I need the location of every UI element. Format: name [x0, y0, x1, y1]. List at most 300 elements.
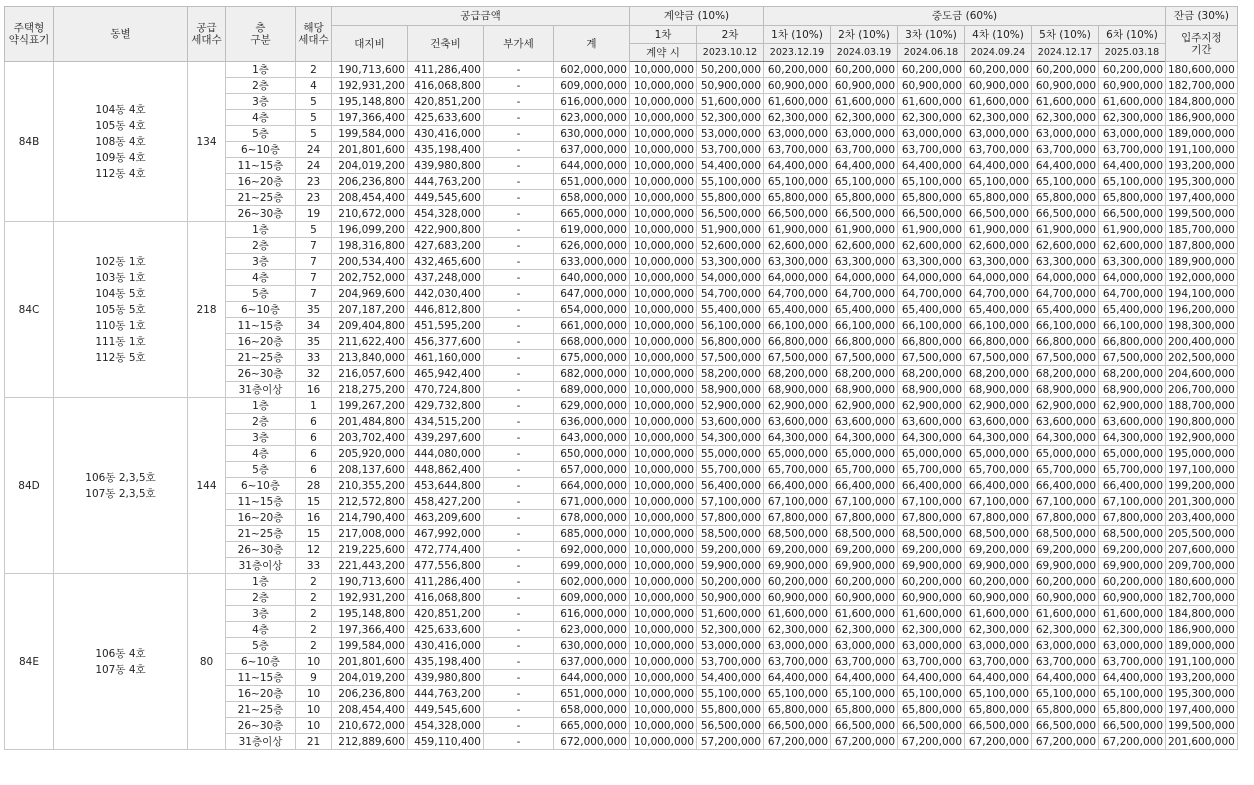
middle-3-cell: 68,200,000 [898, 366, 965, 382]
floor-units-cell: 16 [296, 510, 332, 526]
contract-1-cell: 10,000,000 [630, 126, 697, 142]
middle-6-cell: 64,000,000 [1099, 270, 1166, 286]
contract-2-cell: 50,900,000 [697, 78, 764, 94]
middle-3-cell: 63,000,000 [898, 126, 965, 142]
floor-cell: 5층 [226, 638, 296, 654]
middle-3-cell: 61,600,000 [898, 606, 965, 622]
middle-2-cell: 64,000,000 [831, 270, 898, 286]
total-cell: 689,000,000 [554, 382, 630, 398]
middle-5-cell: 66,500,000 [1032, 718, 1099, 734]
middle-2-cell: 62,300,000 [831, 110, 898, 126]
floor-units-cell: 10 [296, 702, 332, 718]
middle-4-cell: 64,700,000 [965, 286, 1032, 302]
building-cell: 420,851,200 [408, 94, 484, 110]
floor-cell: 5층 [226, 286, 296, 302]
middle-3-cell: 68,500,000 [898, 526, 965, 542]
building-cell: 451,595,200 [408, 318, 484, 334]
floor-units-cell: 5 [296, 94, 332, 110]
contract-1-cell: 10,000,000 [630, 62, 697, 78]
middle-1-cell: 69,200,000 [764, 542, 831, 558]
supply-units-cell: 80 [188, 574, 226, 750]
contract-1-cell: 10,000,000 [630, 606, 697, 622]
floor-units-cell: 6 [296, 462, 332, 478]
middle-6-cell: 61,900,000 [1099, 222, 1166, 238]
land-cell: 199,584,000 [332, 638, 408, 654]
middle-2-cell: 66,800,000 [831, 334, 898, 350]
floor-units-cell: 34 [296, 318, 332, 334]
middle-3-cell: 69,200,000 [898, 542, 965, 558]
total-cell: 633,000,000 [554, 254, 630, 270]
floor-units-cell: 7 [296, 238, 332, 254]
total-cell: 623,000,000 [554, 622, 630, 638]
middle-5-cell: 62,300,000 [1032, 622, 1099, 638]
floor-units-cell: 15 [296, 526, 332, 542]
middle-5-cell: 62,300,000 [1032, 110, 1099, 126]
vat-cell: - [484, 318, 554, 334]
middle-5-cell: 61,600,000 [1032, 94, 1099, 110]
contract-2-cell: 53,600,000 [697, 414, 764, 430]
middle-3-cell: 63,700,000 [898, 142, 965, 158]
middle-6-cell: 64,300,000 [1099, 430, 1166, 446]
middle-5-cell: 68,500,000 [1032, 526, 1099, 542]
middle-6-cell: 60,200,000 [1099, 574, 1166, 590]
land-cell: 206,236,800 [332, 686, 408, 702]
floor-cell: 21~25층 [226, 350, 296, 366]
header-supply-price: 공급금액 [332, 7, 630, 26]
building-cell: 434,515,200 [408, 414, 484, 430]
contract-1-cell: 10,000,000 [630, 78, 697, 94]
balance-cell: 188,700,000 [1166, 398, 1238, 414]
contract-2-cell: 50,200,000 [697, 62, 764, 78]
header-c1-date: 계약 시 [630, 44, 697, 62]
building-cell: 454,328,000 [408, 206, 484, 222]
header-m3-date: 2024.06.18 [898, 44, 965, 62]
vat-cell: - [484, 654, 554, 670]
contract-2-cell: 55,800,000 [697, 702, 764, 718]
contract-2-cell: 57,500,000 [697, 350, 764, 366]
balance-cell: 195,300,000 [1166, 686, 1238, 702]
land-cell: 216,057,600 [332, 366, 408, 382]
middle-1-cell: 60,900,000 [764, 590, 831, 606]
middle-2-cell: 66,400,000 [831, 478, 898, 494]
middle-4-cell: 63,600,000 [965, 414, 1032, 430]
total-cell: 637,000,000 [554, 654, 630, 670]
floor-cell: 26~30층 [226, 718, 296, 734]
total-cell: 644,000,000 [554, 158, 630, 174]
total-cell: 654,000,000 [554, 302, 630, 318]
floor-units-cell: 7 [296, 254, 332, 270]
balance-cell: 189,000,000 [1166, 126, 1238, 142]
floor-units-cell: 6 [296, 430, 332, 446]
floor-units-cell: 16 [296, 382, 332, 398]
header-land: 대지비 [332, 26, 408, 62]
middle-4-cell: 65,100,000 [965, 174, 1032, 190]
land-cell: 190,713,600 [332, 62, 408, 78]
vat-cell: - [484, 382, 554, 398]
contract-2-cell: 56,500,000 [697, 206, 764, 222]
middle-4-cell: 63,300,000 [965, 254, 1032, 270]
middle-4-cell: 66,500,000 [965, 718, 1032, 734]
middle-5-cell: 62,600,000 [1032, 238, 1099, 254]
contract-1-cell: 10,000,000 [630, 526, 697, 542]
middle-6-cell: 63,000,000 [1099, 638, 1166, 654]
header-contract: 계약금 (10%) [630, 7, 764, 26]
middle-1-cell: 60,900,000 [764, 78, 831, 94]
middle-1-cell: 60,200,000 [764, 62, 831, 78]
middle-4-cell: 67,800,000 [965, 510, 1032, 526]
balance-cell: 192,000,000 [1166, 270, 1238, 286]
middle-2-cell: 65,800,000 [831, 702, 898, 718]
land-cell: 208,454,400 [332, 702, 408, 718]
building-cell: 430,416,000 [408, 126, 484, 142]
middle-3-cell: 65,400,000 [898, 302, 965, 318]
contract-2-cell: 59,200,000 [697, 542, 764, 558]
middle-5-cell: 65,400,000 [1032, 302, 1099, 318]
land-cell: 204,019,200 [332, 158, 408, 174]
balance-cell: 191,100,000 [1166, 142, 1238, 158]
middle-1-cell: 65,800,000 [764, 702, 831, 718]
middle-2-cell: 66,500,000 [831, 718, 898, 734]
middle-5-cell: 65,000,000 [1032, 446, 1099, 462]
header-floor: 층 구분 [226, 7, 296, 62]
building-cell: 453,644,800 [408, 478, 484, 494]
floor-units-cell: 2 [296, 638, 332, 654]
middle-4-cell: 63,000,000 [965, 126, 1032, 142]
middle-1-cell: 62,600,000 [764, 238, 831, 254]
land-cell: 192,931,200 [332, 78, 408, 94]
floor-cell: 1층 [226, 574, 296, 590]
floor-units-cell: 24 [296, 158, 332, 174]
floor-cell: 4층 [226, 270, 296, 286]
land-cell: 209,404,800 [332, 318, 408, 334]
floor-cell: 11~15층 [226, 494, 296, 510]
middle-6-cell: 64,700,000 [1099, 286, 1166, 302]
floor-units-cell: 2 [296, 574, 332, 590]
balance-cell: 180,600,000 [1166, 574, 1238, 590]
floor-cell: 16~20층 [226, 334, 296, 350]
building-cell: 416,068,800 [408, 78, 484, 94]
land-cell: 204,969,600 [332, 286, 408, 302]
middle-1-cell: 66,400,000 [764, 478, 831, 494]
middle-5-cell: 65,800,000 [1032, 190, 1099, 206]
contract-2-cell: 55,000,000 [697, 446, 764, 462]
land-cell: 208,137,600 [332, 462, 408, 478]
vat-cell: - [484, 302, 554, 318]
floor-cell: 3층 [226, 254, 296, 270]
supply-units-cell: 218 [188, 222, 226, 398]
balance-cell: 180,600,000 [1166, 62, 1238, 78]
total-cell: 675,000,000 [554, 350, 630, 366]
middle-6-cell: 67,100,000 [1099, 494, 1166, 510]
middle-4-cell: 61,600,000 [965, 606, 1032, 622]
contract-1-cell: 10,000,000 [630, 142, 697, 158]
vat-cell: - [484, 494, 554, 510]
building-cell: 467,992,000 [408, 526, 484, 542]
building-cell: 465,942,400 [408, 366, 484, 382]
middle-4-cell: 63,000,000 [965, 638, 1032, 654]
land-cell: 208,454,400 [332, 190, 408, 206]
middle-4-cell: 63,700,000 [965, 142, 1032, 158]
middle-2-cell: 65,400,000 [831, 302, 898, 318]
contract-2-cell: 59,900,000 [697, 558, 764, 574]
middle-2-cell: 65,100,000 [831, 174, 898, 190]
contract-1-cell: 10,000,000 [630, 430, 697, 446]
middle-4-cell: 65,400,000 [965, 302, 1032, 318]
middle-2-cell: 65,800,000 [831, 190, 898, 206]
middle-3-cell: 63,700,000 [898, 654, 965, 670]
balance-cell: 199,500,000 [1166, 718, 1238, 734]
land-cell: 212,572,800 [332, 494, 408, 510]
land-cell: 212,889,600 [332, 734, 408, 750]
middle-1-cell: 65,100,000 [764, 174, 831, 190]
contract-2-cell: 57,100,000 [697, 494, 764, 510]
middle-2-cell: 68,200,000 [831, 366, 898, 382]
middle-3-cell: 66,500,000 [898, 718, 965, 734]
middle-5-cell: 65,100,000 [1032, 174, 1099, 190]
building-cell: 454,328,000 [408, 718, 484, 734]
land-cell: 214,790,400 [332, 510, 408, 526]
floor-cell: 5층 [226, 462, 296, 478]
total-cell: 644,000,000 [554, 670, 630, 686]
balance-cell: 205,500,000 [1166, 526, 1238, 542]
total-cell: 661,000,000 [554, 318, 630, 334]
middle-6-cell: 67,800,000 [1099, 510, 1166, 526]
total-cell: 658,000,000 [554, 702, 630, 718]
middle-2-cell: 60,200,000 [831, 62, 898, 78]
middle-4-cell: 62,600,000 [965, 238, 1032, 254]
balance-cell: 206,700,000 [1166, 382, 1238, 398]
total-cell: 692,000,000 [554, 542, 630, 558]
middle-1-cell: 68,900,000 [764, 382, 831, 398]
middle-2-cell: 63,000,000 [831, 126, 898, 142]
middle-2-cell: 65,700,000 [831, 462, 898, 478]
land-cell: 219,225,600 [332, 542, 408, 558]
floor-cell: 4층 [226, 110, 296, 126]
middle-4-cell: 67,500,000 [965, 350, 1032, 366]
table-row [5, 574, 1238, 590]
balance-cell: 192,900,000 [1166, 430, 1238, 446]
middle-5-cell: 63,300,000 [1032, 254, 1099, 270]
middle-5-cell: 67,800,000 [1032, 510, 1099, 526]
vat-cell: - [484, 638, 554, 654]
header-m3: 3차 (10%) [898, 26, 965, 44]
balance-cell: 189,900,000 [1166, 254, 1238, 270]
contract-1-cell: 10,000,000 [630, 590, 697, 606]
middle-6-cell: 66,500,000 [1099, 718, 1166, 734]
contract-1-cell: 10,000,000 [630, 654, 697, 670]
contract-2-cell: 50,900,000 [697, 590, 764, 606]
floor-units-cell: 19 [296, 206, 332, 222]
contract-2-cell: 51,600,000 [697, 94, 764, 110]
floor-cell: 31층이상 [226, 382, 296, 398]
header-m6-date: 2025.03.18 [1099, 44, 1166, 62]
building-cell: 439,980,800 [408, 670, 484, 686]
balance-cell: 198,300,000 [1166, 318, 1238, 334]
vat-cell: - [484, 542, 554, 558]
floor-units-cell: 15 [296, 494, 332, 510]
middle-2-cell: 67,100,000 [831, 494, 898, 510]
floor-cell: 26~30층 [226, 542, 296, 558]
floor-cell: 11~15층 [226, 158, 296, 174]
floor-units-cell: 23 [296, 174, 332, 190]
middle-5-cell: 63,700,000 [1032, 142, 1099, 158]
total-cell: 685,000,000 [554, 526, 630, 542]
supply-units-cell: 144 [188, 398, 226, 574]
balance-cell: 184,800,000 [1166, 94, 1238, 110]
total-cell: 637,000,000 [554, 142, 630, 158]
middle-3-cell: 60,200,000 [898, 574, 965, 590]
vat-cell: - [484, 414, 554, 430]
floor-cell: 21~25층 [226, 526, 296, 542]
total-cell: 651,000,000 [554, 174, 630, 190]
balance-cell: 201,300,000 [1166, 494, 1238, 510]
middle-6-cell: 62,600,000 [1099, 238, 1166, 254]
middle-4-cell: 61,900,000 [965, 222, 1032, 238]
header-c1: 1차 [630, 26, 697, 44]
middle-5-cell: 60,200,000 [1032, 574, 1099, 590]
building-cell: 456,377,600 [408, 334, 484, 350]
middle-2-cell: 61,900,000 [831, 222, 898, 238]
middle-1-cell: 69,900,000 [764, 558, 831, 574]
contract-2-cell: 55,700,000 [697, 462, 764, 478]
header-m4-date: 2024.09.24 [965, 44, 1032, 62]
vat-cell: - [484, 430, 554, 446]
middle-5-cell: 65,700,000 [1032, 462, 1099, 478]
land-cell: 204,019,200 [332, 670, 408, 686]
middle-5-cell: 60,200,000 [1032, 62, 1099, 78]
contract-1-cell: 10,000,000 [630, 702, 697, 718]
vat-cell: - [484, 142, 554, 158]
vat-cell: - [484, 702, 554, 718]
middle-3-cell: 60,200,000 [898, 62, 965, 78]
land-cell: 202,752,000 [332, 270, 408, 286]
middle-4-cell: 65,000,000 [965, 446, 1032, 462]
vat-cell: - [484, 478, 554, 494]
balance-cell: 193,200,000 [1166, 670, 1238, 686]
floor-cell: 3층 [226, 430, 296, 446]
contract-2-cell: 58,900,000 [697, 382, 764, 398]
middle-6-cell: 63,300,000 [1099, 254, 1166, 270]
balance-cell: 201,600,000 [1166, 734, 1238, 750]
middle-5-cell: 66,500,000 [1032, 206, 1099, 222]
building-cell: 442,030,400 [408, 286, 484, 302]
floor-units-cell: 33 [296, 558, 332, 574]
middle-2-cell: 69,200,000 [831, 542, 898, 558]
contract-2-cell: 55,800,000 [697, 190, 764, 206]
contract-1-cell: 10,000,000 [630, 302, 697, 318]
floor-cell: 2층 [226, 414, 296, 430]
supply-units-cell: 134 [188, 62, 226, 222]
vat-cell: - [484, 78, 554, 94]
total-cell: 664,000,000 [554, 478, 630, 494]
floor-units-cell: 7 [296, 270, 332, 286]
header-supply-units: 공급 세대수 [188, 7, 226, 62]
land-cell: 203,702,400 [332, 430, 408, 446]
contract-2-cell: 51,900,000 [697, 222, 764, 238]
middle-4-cell: 65,800,000 [965, 702, 1032, 718]
total-cell: 602,000,000 [554, 62, 630, 78]
middle-2-cell: 67,200,000 [831, 734, 898, 750]
floor-cell: 21~25층 [226, 702, 296, 718]
land-cell: 201,484,800 [332, 414, 408, 430]
land-cell: 213,840,000 [332, 350, 408, 366]
vat-cell: - [484, 670, 554, 686]
middle-6-cell: 64,400,000 [1099, 158, 1166, 174]
balance-cell: 184,800,000 [1166, 606, 1238, 622]
contract-2-cell: 55,100,000 [697, 174, 764, 190]
middle-2-cell: 64,700,000 [831, 286, 898, 302]
floor-cell: 2층 [226, 78, 296, 94]
middle-3-cell: 67,500,000 [898, 350, 965, 366]
total-cell: 665,000,000 [554, 718, 630, 734]
table-row [5, 222, 1238, 238]
middle-2-cell: 66,100,000 [831, 318, 898, 334]
middle-5-cell: 68,900,000 [1032, 382, 1099, 398]
balance-cell: 199,200,000 [1166, 478, 1238, 494]
header-m1-date: 2023.12.19 [764, 44, 831, 62]
contract-1-cell: 10,000,000 [630, 286, 697, 302]
middle-1-cell: 66,100,000 [764, 318, 831, 334]
header-dong: 동별 [54, 7, 188, 62]
middle-5-cell: 65,100,000 [1032, 686, 1099, 702]
middle-2-cell: 64,300,000 [831, 430, 898, 446]
vat-cell: - [484, 286, 554, 302]
middle-1-cell: 67,800,000 [764, 510, 831, 526]
floor-cell: 3층 [226, 606, 296, 622]
floor-units-cell: 33 [296, 350, 332, 366]
middle-3-cell: 65,100,000 [898, 686, 965, 702]
building-cell: 477,556,800 [408, 558, 484, 574]
middle-4-cell: 68,200,000 [965, 366, 1032, 382]
contract-1-cell: 10,000,000 [630, 494, 697, 510]
middle-6-cell: 67,500,000 [1099, 350, 1166, 366]
middle-2-cell: 68,500,000 [831, 526, 898, 542]
middle-2-cell: 64,400,000 [831, 158, 898, 174]
middle-4-cell: 62,900,000 [965, 398, 1032, 414]
header-total: 계 [554, 26, 630, 62]
middle-1-cell: 67,100,000 [764, 494, 831, 510]
contract-2-cell: 52,300,000 [697, 622, 764, 638]
contract-1-cell: 10,000,000 [630, 110, 697, 126]
middle-1-cell: 64,400,000 [764, 158, 831, 174]
middle-1-cell: 66,500,000 [764, 206, 831, 222]
total-cell: 636,000,000 [554, 414, 630, 430]
total-cell: 626,000,000 [554, 238, 630, 254]
middle-6-cell: 66,100,000 [1099, 318, 1166, 334]
balance-cell: 187,800,000 [1166, 238, 1238, 254]
contract-2-cell: 56,400,000 [697, 478, 764, 494]
vat-cell: - [484, 222, 554, 238]
middle-1-cell: 63,600,000 [764, 414, 831, 430]
vat-cell: - [484, 126, 554, 142]
land-cell: 210,672,000 [332, 718, 408, 734]
floor-units-cell: 10 [296, 686, 332, 702]
floor-cell: 2층 [226, 238, 296, 254]
total-cell: 602,000,000 [554, 574, 630, 590]
header-balance: 잔금 (30%) [1166, 7, 1238, 26]
contract-2-cell: 52,300,000 [697, 110, 764, 126]
contract-2-cell: 52,600,000 [697, 238, 764, 254]
vat-cell: - [484, 734, 554, 750]
middle-3-cell: 69,900,000 [898, 558, 965, 574]
middle-6-cell: 60,900,000 [1099, 590, 1166, 606]
land-cell: 221,443,200 [332, 558, 408, 574]
vat-cell: - [484, 686, 554, 702]
middle-4-cell: 66,800,000 [965, 334, 1032, 350]
floor-units-cell: 4 [296, 78, 332, 94]
middle-5-cell: 60,900,000 [1032, 590, 1099, 606]
middle-3-cell: 66,400,000 [898, 478, 965, 494]
